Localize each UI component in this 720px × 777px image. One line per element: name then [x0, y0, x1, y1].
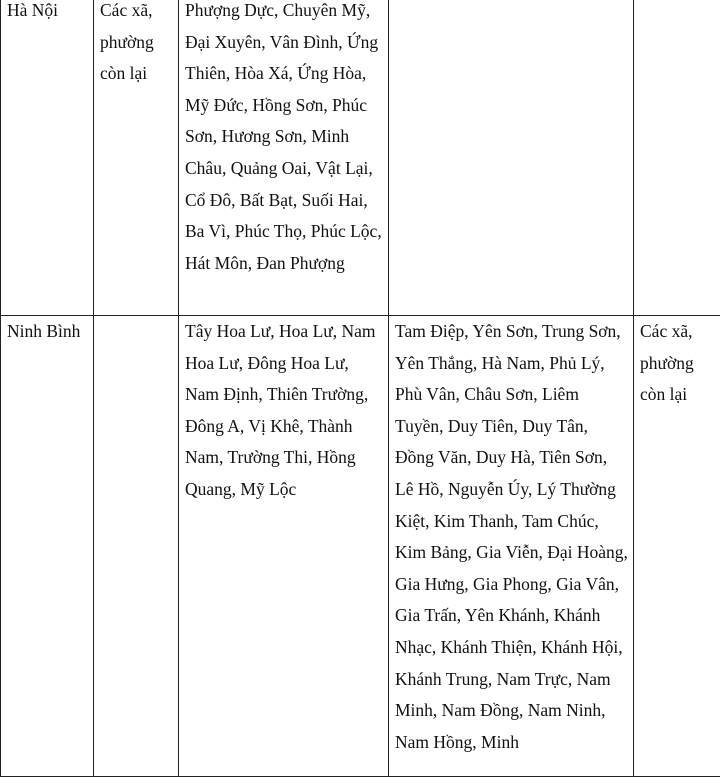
table-row-ninh-binh [1, 316, 720, 777]
remaining-units-cell: Các xã, phường còn lại [94, 0, 179, 316]
remaining-units-cell-2: Các xã, phường còn lại [634, 316, 720, 777]
units-list-cell: Phượng Dực, Chuyên Mỹ, Đại Xuyên, Vân Đình, Ứng Thiên, Hòa Xá, Ứng Hòa, Mỹ Đức, Hồng Sơn, Phúc Sơn, Hương Sơn, Minh Châu, Quảng Oai, Vật Lại, Cổ Đô, Bất Bạt, Suối Hai, Ba Vì, Phúc Thọ, Phúc Lộc, Hát Môn, Đan Phượng [179, 0, 389, 316]
units-list-cell-2 [389, 0, 634, 316]
units-list-cell: Tây Hoa Lư, Hoa Lư, Nam Hoa Lư, Đông Hoa Lư, Nam Định, Thiên Trường, Đông A, Vị Khê, Thành Nam, Trường Thi, Hồng Quang, Mỹ Lộc [179, 316, 389, 777]
units-list-cell-2: Tam Điệp, Yên Sơn, Trung Sơn, Yên Thắng, Hà Nam, Phủ Lý, Phù Vân, Châu Sơn, Liêm Tuyền, Duy Tiên, Duy Tân, Đồng Văn, Duy Hà, Tiên Sơn, Lê Hồ, Nguyễn Úy, Lý Thường Kiệt, Kim Thanh, Tam Chúc, Kim Bảng, Gia Viễn, Đại Hoàng, Gia Hưng, Gia Phong, Gia Vân, Gia Trấn, Yên Khánh, Khánh Nhạc, Khánh Thiện, Khánh Hội, Khánh Trung, Nam Trực, Nam Minh, Nam Đồng, Nam Ninh, Nam Hồng, Minh [389, 316, 634, 777]
table-row-ha-noi [1, 0, 720, 316]
remaining-units-cell [94, 316, 179, 777]
remaining-units-cell-2 [634, 0, 720, 316]
province-cell: Hà Nội [1, 0, 94, 316]
province-cell: Ninh Bình [1, 316, 94, 777]
